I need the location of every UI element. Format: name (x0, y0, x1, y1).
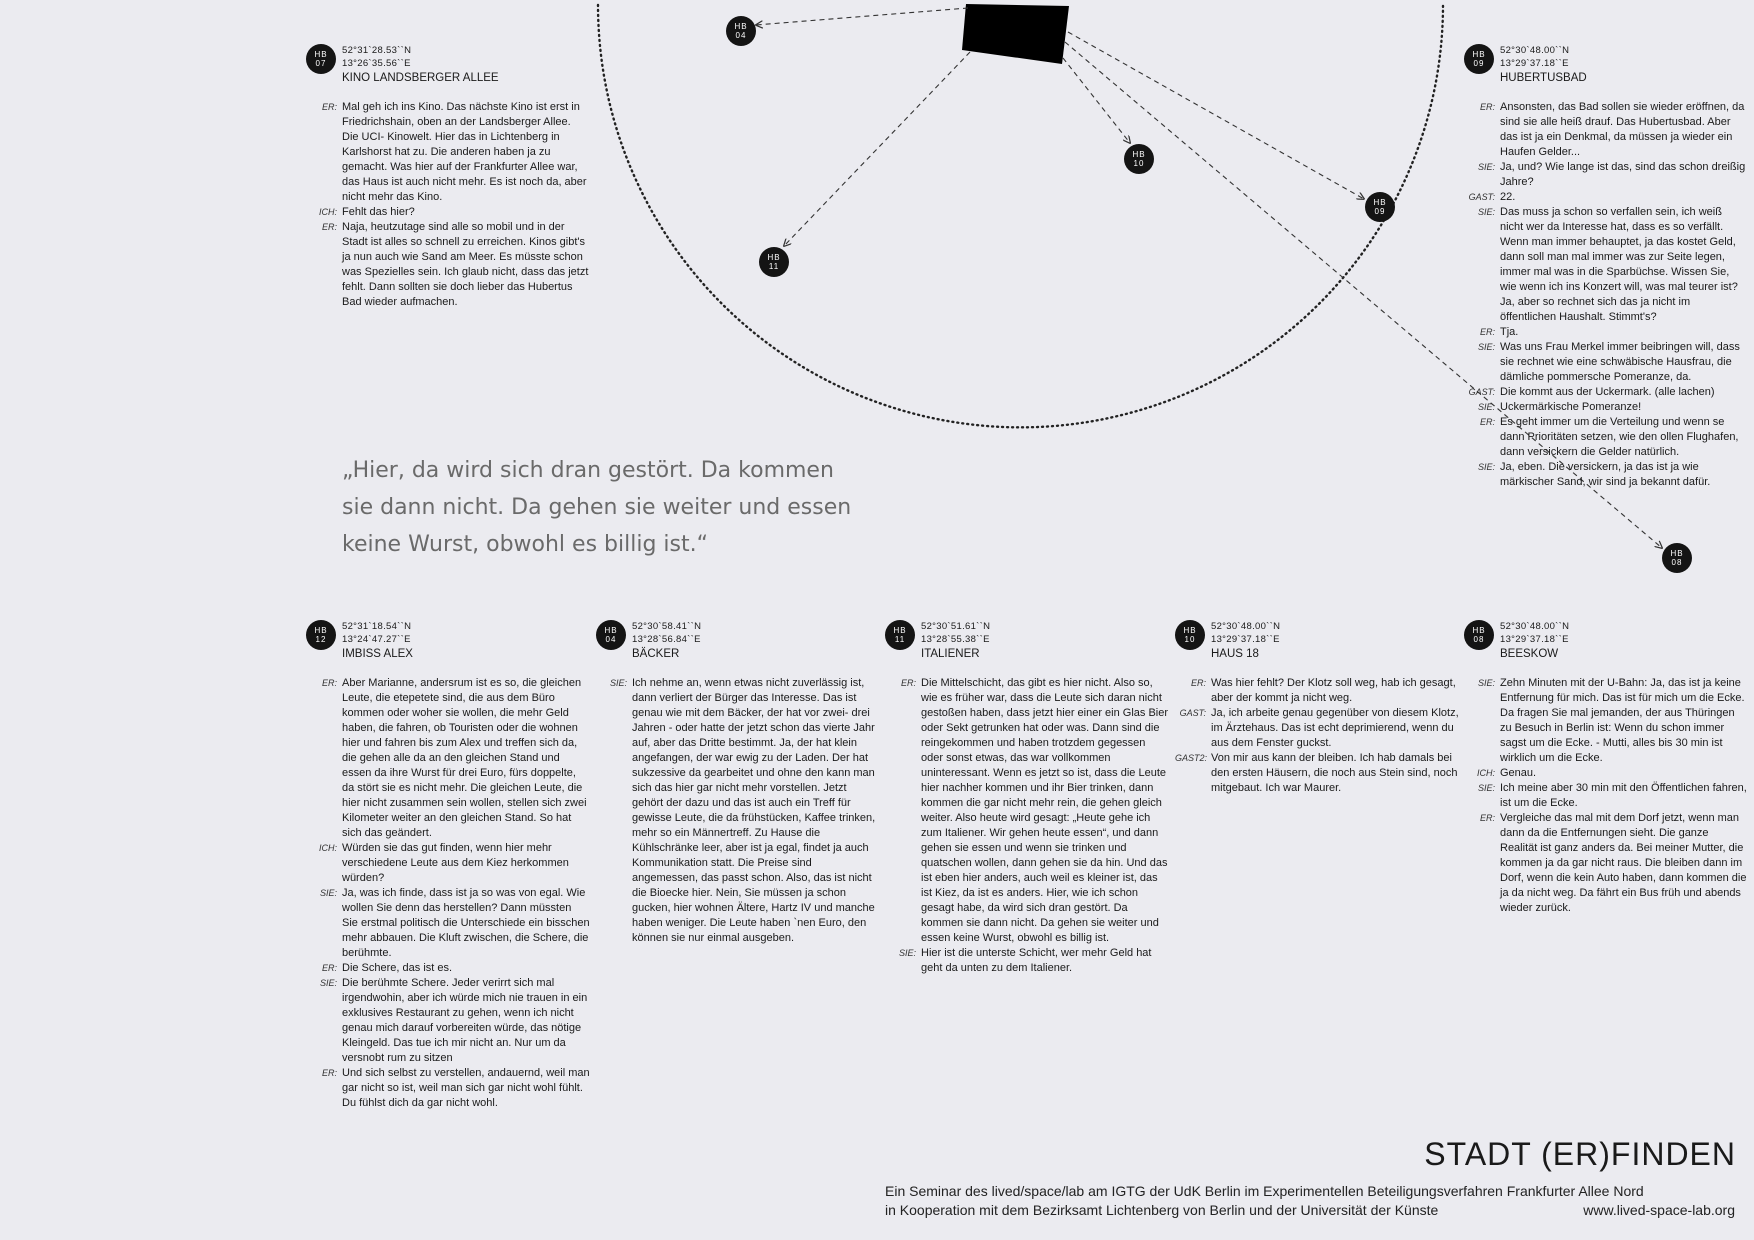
dialogue-text: Ich nehme an, wenn etwas nicht zuverlässig ist, dann verliert der Bürger das Interesse. Das ist genau wie mit dem Bäcker, der hat vor zwei- drei Jahren - oder hatte der jetzt schon das vierte Jahr auf, aber das Dritte bestimmt. Ja, der hat klein angefangen, der war ewig zu der Laden. Der hat sukzessive da gearbeitet und ohne den kann man sich das hier gar nicht mehr vorstellen. Jetzt gehört der dazu und das ist auch ein Treff für gewisse Leute, die da frühstücken, Kaffee trinken, mehr so ein Männertreff. Zu Hause die Kühlschränke leer, aber ist ja egal, findet ja auch Kommunikation statt. Die Preise sind angemessen, das passt schon. Also, das ist nicht die Bioecke hier. Nein, Sie müssen ja schon gucken, hier wohnen Ältere, Hartz IV und manche haben weniger. Die Leute haben `nen Euro, den können sie nur einmal ausgeben. (632, 677, 876, 944)
map-dotted-circle (598, 5, 1443, 427)
map-building-block (962, 4, 1069, 64)
credit-line-2: in Kooperation mit dem Bezirksamt Lichtenberg von Berlin und der Universität der Künste (885, 1202, 1439, 1218)
website-link[interactable]: www.lived-space-lab.org (1583, 1202, 1735, 1218)
hb-badge-icon (1464, 620, 1494, 650)
dialogue-text: Naja, heutzutage sind alle so mobil und in der Stadt ist alles so schnell zu erreichen. Kinos gibt's ja nun auch wie Sand am Meer. Es müsste schon was Spezielles sein. Ich glaub nicht, dass das jetzt fehlt. Dann sollten sie doch lieber das Hubertus Bad wieder aufmachen. (342, 221, 589, 308)
latitude: 52°31`18.54``N (342, 621, 412, 632)
dialogue-line (1464, 415, 1754, 460)
dialogue-text: Vergleiche das mal mit dem Dorf jetzt, wenn man dann da die Entfernungen sieht. Die ganze Realität ist ganz anders da. Bei meiner Mutter, die kommen ja da gar nicht raus. Die bleiben dann im Dorf, wenn die kein Auto haben, dann kommen die ja da nicht weg. Da fährt ein Bus früh und abends wieder zurück. (1500, 812, 1747, 914)
dialogue-text: Tja. (1500, 326, 1519, 338)
speaker-label: ICH: (1477, 768, 1495, 778)
dialogue-line (1464, 385, 1754, 400)
speaker-label: SIE: (609, 678, 627, 688)
dialogue-line (1464, 205, 1754, 325)
hb-badge-icon (1175, 620, 1205, 650)
dialogue-line (1464, 325, 1754, 340)
dialogue-text: Uckermärkische Pomeranze! (1500, 401, 1642, 413)
marker-label-bottom: 11 (768, 262, 780, 271)
dialogue-text: Genau. (1500, 767, 1537, 779)
longitude: 13°29`37.18``E (1211, 634, 1280, 645)
longitude: 13°28`55.38``E (921, 634, 990, 645)
latitude: 52°30`51.61``N (921, 621, 991, 632)
dialogue-line (885, 676, 1185, 946)
badge-label: 07 (315, 59, 327, 68)
badge-label: 10 (1184, 635, 1196, 644)
dialogue-text: Die kommt aus der Uckermark. (alle lachen) (1500, 386, 1715, 398)
dialogue-text: Ja, eben. Die versickern, ja das ist ja wie märkischer Sand, wir sind ja bekannt dafür. (1500, 461, 1711, 488)
marker-label-top: HB (734, 22, 748, 31)
badge-label: 04 (605, 635, 617, 644)
longitude: 13°29`37.18``E (1500, 58, 1569, 69)
interview-dialogue (1175, 676, 1475, 796)
marker-label-bottom: 08 (1671, 558, 1683, 567)
dialogue-text: Ja, ich arbeite genau gegenüber von diesem Klotz, im Ärztehaus. Das ist echt deprimierend, wenn du aus dem Fenster guckst. (1211, 707, 1459, 749)
latitude: 52°30`48.00``N (1500, 45, 1570, 56)
dialogue-line (1464, 811, 1754, 916)
dialogue-line (306, 976, 606, 1066)
dialogue-line (306, 205, 606, 220)
entry-hb07 (306, 44, 606, 310)
speaker-label: ICH: (319, 207, 337, 217)
interview-dialogue (1464, 676, 1754, 916)
dialogue-line (306, 886, 606, 961)
dialogue-text: Würden sie das gut finden, wenn hier mehr verschiedene Leute aus dem Kiez herkommen würden? (342, 842, 569, 884)
dialogue-line (1175, 706, 1475, 751)
entry-hb11 (885, 620, 1185, 976)
latitude: 52°30`58.41``N (632, 621, 702, 632)
dialogue-line (306, 961, 606, 976)
dialogue-line (885, 946, 1185, 976)
speaker-label: SIE: (898, 948, 916, 958)
interview-dialogue (885, 676, 1185, 976)
dialogue-line (306, 220, 606, 310)
place-name: ITALIENER (921, 648, 980, 660)
arrow-to-hb04 (756, 8, 968, 25)
hb-badge-icon (1464, 44, 1494, 74)
marker-label-top: HB (767, 253, 781, 262)
dialogue-line (306, 676, 606, 841)
dialogue-text: Ja, was ich finde, dass ist ja so was von egal. Wie wollen Sie denn das herstellen? Dann müssten Sie erstmal politisch die Unterschiede ein bisschen mehr abbauen. Die Kluft zwischen, die Schere, die berühmte. (342, 887, 590, 959)
hb-badge-icon (306, 44, 336, 74)
badge-label: HB (1472, 50, 1486, 59)
marker-label-top: HB (1670, 549, 1684, 558)
map-marker-hb08 (1662, 543, 1692, 573)
dialogue-line (1464, 190, 1754, 205)
dialogue-line (1464, 340, 1754, 385)
dialogue-text: Was hier fehlt? Der Klotz soll weg, hab ich gesagt, aber der kommt ja nicht weg. (1211, 677, 1456, 704)
latitude: 52°31`28.53``N (342, 45, 412, 56)
dialogue-text: Die Mittelschicht, das gibt es hier nicht. Also so, wie es früher war, dass die Leute sich daran nicht gestoßen haben, dass jetzt hier einer ein Glas Bier oder Sekt getrunken hat oder was. Dann sind die reingekommen und haben trotzdem gegessen oder sonst etwas, das war vollkommen uninteressant. Wenn es jetzt so ist, dass die Leute hier nachher kommen und ihr Bier trinken, dann kommen die gar nicht mehr rein, die gehen gleich weiter. Also heute wird gesagt: „Heute gehe ich zum Italiener. Wir gehen heute essen“, und dann gehen sie essen und wenn sie trinken und quatschen wollen, dann gehen sie da hin. Und das ist eben hier anders, auch weil es kleiner ist, das ist Kiez, da ist es anders. Hier, wie ich schon gesagt habe, da wird sich dran gestört. Da kommen sie dann nicht. Da gehen sie weiter und essen keine Wurst, obwohl es billig ist. (921, 677, 1169, 944)
entry-hb10 (1175, 620, 1475, 796)
dialogue-text: Die Schere, das ist es. (342, 962, 453, 974)
hb-badge-icon (306, 620, 336, 650)
dialogue-text: Ansonsten, das Bad sollen sie wieder eröffnen, da sind sie alle heiß drauf. Das Hubertusbad. Aber das ist ja ein Denkmal, da müssen ja wieder ein Haufen Gelder... (1500, 101, 1745, 158)
place-name: IMBISS ALEX (342, 648, 413, 660)
dialogue-text: Von mir aus kann der bleiben. Ich hab damals bei den ersten Häusern, die noch aus Stein sind, noch mitgebaut. Ich war Maurer. (1211, 752, 1458, 794)
badge-label: HB (1183, 626, 1197, 635)
speaker-label: ICH: (319, 843, 337, 853)
badge-label: 09 (1473, 59, 1485, 68)
arrow-to-hb11 (784, 52, 970, 246)
speaker-label: ER: (321, 222, 337, 232)
entry-hb12 (306, 620, 606, 1111)
dialogue-line (1175, 676, 1475, 706)
place-name: BEESKOW (1500, 648, 1559, 660)
badge-label: HB (893, 626, 907, 635)
speaker-label: GAST: (1468, 192, 1495, 202)
speaker-label: ER: (1479, 417, 1495, 427)
dialogue-line (1464, 400, 1754, 415)
dialogue-text: Aber Marianne, andersrum ist es so, die gleichen Leute, die etepetete sind, die aus dem Büro kommen oder woher sie wollen, die mehr Geld haben, die fahren, ob Touristen oder die wohnen hier und fahren bis zum Alex und treffen sich da, die gehen alle da an den gleichen Stand und essen da ihre Wurst für drei Euro, fürs doppelte, da stört sie es nicht mehr. Die gleichen Leute, die hier nicht zusammen sein wollen, stellen sich zwei Kilometer weiter an den gleichen Stand. So hat sich das geändert. (342, 677, 587, 839)
latitude: 52°30`48.00``N (1500, 621, 1570, 632)
dialogue-line (1464, 766, 1754, 781)
entry-hb08 (1464, 620, 1754, 916)
dialogue-text: Mal geh ich ins Kino. Das nächste Kino ist erst in Friedrichshain, oben an der Landsberger Allee. Die UCI- Kinowelt. Hier das in Lichtenberg in Karlshorst hat zu. Die anderen haben ja zu gemacht. Was hier auf der Frankfurter Allee war, das Haus ist auch nicht mehr. Es ist noch da, aber nicht mehr das Kino. (342, 101, 587, 203)
dialogue-text: Es geht immer um die Verteilung und wenn se dann Prioritäten setzen, wie den ollen Flughafen, dann versickern die Gelder natürlich. (1500, 416, 1739, 458)
entry-hb04 (596, 620, 896, 946)
dialogue-line (1464, 160, 1754, 190)
dialogue-text: Hier ist die unterste Schicht, wer mehr Geld hat geht da unten zu dem Italiener. (921, 947, 1152, 974)
speaker-label: GAST2: (1175, 753, 1208, 763)
speaker-label: SIE: (1477, 783, 1495, 793)
longitude: 13°28`56.84``E (632, 634, 701, 645)
speaker-label: SIE: (1477, 342, 1495, 352)
dialogue-line (1464, 460, 1754, 490)
dialogue-line (306, 100, 606, 205)
entry-hb09 (1464, 44, 1754, 490)
badge-label: 08 (1473, 635, 1485, 644)
map-marker-hb04 (726, 16, 756, 46)
credit-line-1: Ein Seminar des lived/space/lab am IGTG der UdK Berlin im Experimentellen Beteiligungsverfahren Frankfurter Allee Nord (885, 1183, 1644, 1199)
dialogue-line (596, 676, 896, 946)
speaker-label: ER: (321, 102, 337, 112)
dialogue-text: 22. (1500, 191, 1516, 203)
dialogue-text: Was uns Frau Merkel immer beibringen will, dass sie rechnet wie eine schwäbische Hausfrau, die dämliche pommersche Pomeranze, da. (1500, 341, 1740, 383)
speaker-label: ER: (1479, 813, 1495, 823)
project-title: STADT (ER)FINDEN (1424, 1136, 1736, 1172)
longitude: 13°24`47.27``E (342, 634, 411, 645)
speaker-label: GAST: (1179, 708, 1206, 718)
arrow-to-hb09 (1068, 32, 1364, 199)
speaker-label: SIE: (1477, 462, 1495, 472)
place-name: BÄCKER (632, 648, 680, 660)
speaker-label: SIE: (319, 888, 337, 898)
badge-label: HB (314, 50, 328, 59)
badge-label: HB (1472, 626, 1486, 635)
badge-label: 11 (894, 635, 906, 644)
dialogue-text: Und sich selbst zu verstellen, andauernd, weil man gar nicht so ist, weil man sich gar nicht wohl fühlt. Du fühlst dich da gar nicht wohl. (342, 1067, 590, 1109)
speaker-label: SIE: (1477, 162, 1495, 172)
hb-badge-icon (596, 620, 626, 650)
pull-quote: „Hier, da wird sich dran gestört. Da kommen sie dann nicht. Da gehen sie weiter und essen keine Wurst, obwohl es billig ist.“ (342, 458, 852, 557)
dialogue-text: Zehn Minuten mit der U-Bahn: Ja, das ist ja keine Entfernung für mich. Das ist für mich um die Ecke. Da fragen Sie mal jemanden, der aus Thüringen zu Besuch in Berlin ist: Wenn du schon immer sagst um die Ecke. - Mutti, alles bis 30 min ist wirklich um die Ecke. (1500, 677, 1745, 764)
marker-label-top: HB (1373, 198, 1387, 207)
dialogue-line (1175, 751, 1475, 796)
marker-label-top: HB (1132, 150, 1146, 159)
dialogue-text: Ja, und? Wie lange ist das, sind das schon dreißig Jahre? (1500, 161, 1746, 188)
arrow-to-hb10 (1063, 58, 1130, 143)
marker-label-bottom: 10 (1133, 159, 1145, 168)
speaker-label: ER: (1479, 102, 1495, 112)
longitude: 13°26`35.56``E (342, 58, 411, 69)
dialogue-line (1464, 781, 1754, 811)
speaker-label: ER: (321, 678, 337, 688)
badge-label: HB (604, 626, 618, 635)
dialogue-line (306, 841, 606, 886)
dialogue-line (1464, 100, 1754, 160)
map-marker-hb11 (759, 247, 789, 277)
place-name: HAUS 18 (1211, 648, 1259, 660)
dialogue-text: Ich meine aber 30 min mit den Öffentlichen fahren, ist um die Ecke. (1500, 782, 1747, 809)
interview-dialogue (306, 676, 606, 1111)
badge-label: HB (314, 626, 328, 635)
speaker-label: ER: (1190, 678, 1206, 688)
dialogue-line (306, 1066, 606, 1111)
hb-badge-icon (885, 620, 915, 650)
credits (885, 1182, 1735, 1220)
marker-label-bottom: 04 (735, 31, 747, 40)
marker-label-bottom: 09 (1374, 207, 1386, 216)
longitude: 13°29`37.18``E (1500, 634, 1569, 645)
credits-row-1 (885, 1182, 1735, 1201)
speaker-label: SIE: (1477, 678, 1495, 688)
interview-dialogue (306, 100, 606, 310)
dialogue-text: Das muss ja schon so verfallen sein, ich weiß nicht wer da Interesse hat, dass es so verfällt. Wenn man immer behauptet, ja das kostet Geld, dann soll man mal immer was zur Seite legen, immer mal was in die Sparbüchse. Wissen Sie, wie wenn ich ins Konzert will, was mal teurer ist? Ja, aber so rechnet sich das ja nicht im öffentlichen Haushalt. Stimmt's? (1500, 206, 1738, 323)
speaker-label: SIE: (319, 978, 337, 988)
speaker-label: ER: (1479, 327, 1495, 337)
map-marker-hb09 (1365, 192, 1395, 222)
place-name: KINO LANDSBERGER ALLEE (342, 72, 499, 84)
credits-row-2 (885, 1201, 1735, 1220)
speaker-label: ER: (321, 1068, 337, 1078)
badge-label: 12 (315, 635, 327, 644)
latitude: 52°30`48.00``N (1211, 621, 1281, 632)
interview-dialogue (596, 676, 896, 946)
speaker-label: SIE: (1477, 402, 1495, 412)
place-name: HUBERTUSBAD (1500, 72, 1587, 84)
map-marker-hb10 (1124, 144, 1154, 174)
interview-dialogue (1464, 100, 1754, 490)
dialogue-line (1464, 676, 1754, 766)
dialogue-text: Die berühmte Schere. Jeder verirrt sich mal irgendwohin, aber ich würde mich nie trauen in ein exklusives Restaurant zu gehen, wenn ich nicht genau mich darauf vorbereiten würde, das nötige Kleingeld. Das tue ich mir nicht an. Nur um da versnobt rum zu sitzen (342, 977, 588, 1064)
dialogue-text: Fehlt das hier? (342, 206, 415, 218)
speaker-label: ER: (321, 963, 337, 973)
speaker-label: GAST: (1468, 387, 1495, 397)
speaker-label: ER: (900, 678, 916, 688)
speaker-label: SIE: (1477, 207, 1495, 217)
